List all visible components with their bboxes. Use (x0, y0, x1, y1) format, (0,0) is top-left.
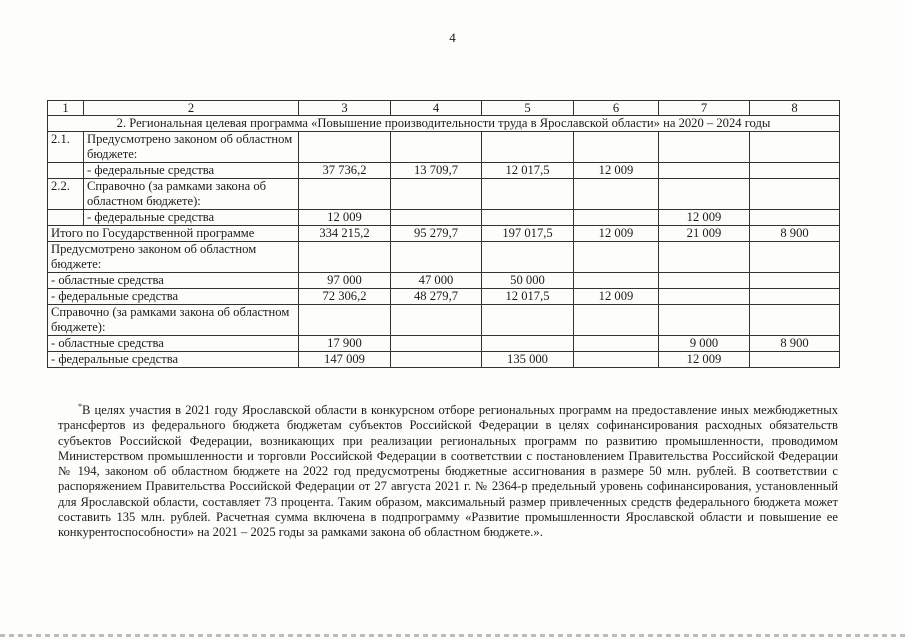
table-row (48, 163, 840, 179)
table-row (48, 179, 840, 210)
row-number: 2.1. (48, 132, 84, 163)
cell-value (574, 242, 659, 273)
row-number: 2.2. (48, 179, 84, 210)
cell-value: 12 009 (659, 352, 750, 368)
cell-value: 95 279,7 (391, 226, 482, 242)
cell-value: 48 279,7 (391, 289, 482, 305)
cell-value (750, 163, 840, 179)
cell-value (391, 305, 482, 336)
column-number-header: 5 (482, 101, 574, 116)
cell-value (659, 289, 750, 305)
cell-value: 12 017,5 (482, 163, 574, 179)
column-number-header: 1 (48, 101, 84, 116)
cell-value (750, 273, 840, 289)
row-label: Справочно (за рамками закона об областном бюджете): (48, 305, 299, 336)
cell-value (659, 132, 750, 163)
table-row (48, 336, 840, 352)
row-label: Справочно (за рамками закона об областном бюджете): (84, 179, 299, 210)
footnote-text: В целях участия в 2021 году Ярославской области в конкурсном отборе региональных программ на предоставление иных межбюджетных трансфертов из федерального бюджета бюджетам субъектов Российской Федерации в целях софинансирования расходных обязательств субъектов Российской Федерации, возникающих при реализации региональных программ по развитию промышленности, проводимом Министерством промышленности и торговли Российской Федерации в соответствии с постановлением Правительства Российской Федерации № 194, законом об областном бюджете на 2022 год предусмотрены бюджетные ассигнования в размере 50 млн. рублей. В соответствии с распоряжением Правительства Российской Федерации от 27 августа 2021 г. № 2364-р предельный уровень софинансирования, установленный для Ярославской области, составляет 73 процента. Таким образом, максимальный размер привлеченных средств федерального бюджета может составить 135 млн. рублей. Расчетная сумма включена в подпрограмму «Развитие промышленности Ярославской области и повышение ее конкурентоспособности» на 2021 – 2025 годы за рамками закона об областном бюджете.». (58, 403, 838, 540)
cell-value (299, 132, 391, 163)
cell-value (750, 352, 840, 368)
table-row (48, 210, 840, 226)
cell-value: 12 009 (574, 163, 659, 179)
row-label: - федеральные средства (48, 352, 299, 368)
table-row (48, 305, 840, 336)
cell-value: 97 000 (299, 273, 391, 289)
cell-value: 8 900 (750, 336, 840, 352)
cell-value: 50 000 (482, 273, 574, 289)
page-number: 4 (449, 30, 456, 45)
cell-value (574, 305, 659, 336)
cell-value (750, 179, 840, 210)
cell-value (299, 179, 391, 210)
cell-value (750, 305, 840, 336)
cell-value: 21 009 (659, 226, 750, 242)
cell-value: 12 009 (574, 226, 659, 242)
cell-value (750, 132, 840, 163)
table-row (48, 242, 840, 273)
row-label: - областные средства (48, 273, 299, 289)
table-header-row (48, 101, 840, 116)
cell-value: 12 009 (574, 289, 659, 305)
cell-value (574, 132, 659, 163)
cell-value (659, 242, 750, 273)
row-label: - федеральные средства (84, 163, 299, 179)
cell-value: 12 009 (299, 210, 391, 226)
cell-value (659, 163, 750, 179)
column-number-header: 7 (659, 101, 750, 116)
row-label: Итого по Государственной программе (48, 226, 299, 242)
scan-edge-artifact (0, 634, 905, 637)
table-row (48, 226, 840, 242)
table-row (48, 273, 840, 289)
cell-value (391, 242, 482, 273)
cell-value: 17 900 (299, 336, 391, 352)
cell-value (482, 242, 574, 273)
cell-value: 9 000 (659, 336, 750, 352)
column-number-header: 8 (750, 101, 840, 116)
cell-value: 12 017,5 (482, 289, 574, 305)
cell-value (574, 273, 659, 289)
cell-value (482, 210, 574, 226)
row-label: - федеральные средства (84, 210, 299, 226)
cell-value (391, 352, 482, 368)
cell-value: 13 709,7 (391, 163, 482, 179)
cell-value: 47 000 (391, 273, 482, 289)
row-label: - федеральные средства (48, 289, 299, 305)
cell-value (659, 273, 750, 289)
cell-value: 72 306,2 (299, 289, 391, 305)
cell-value: 334 215,2 (299, 226, 391, 242)
cell-value: 197 017,5 (482, 226, 574, 242)
cell-value: 8 900 (750, 226, 840, 242)
cell-value (299, 305, 391, 336)
cell-value (574, 210, 659, 226)
cell-value (574, 352, 659, 368)
cell-value (574, 179, 659, 210)
table-row (48, 289, 840, 305)
row-label: Предусмотрено законом об областном бюджете: (48, 242, 299, 273)
cell-value (299, 242, 391, 273)
cell-value (391, 179, 482, 210)
section-title: 2. Региональная целевая программа «Повышение производительности труда в Ярославской области» на 2020 – 2024 годы (48, 116, 840, 132)
row-number (48, 163, 84, 179)
row-label: - областные средства (48, 336, 299, 352)
column-number-header: 4 (391, 101, 482, 116)
column-number-header: 3 (299, 101, 391, 116)
cell-value (659, 305, 750, 336)
cell-value (391, 210, 482, 226)
column-number-header: 2 (84, 101, 299, 116)
section-title-row (48, 116, 840, 132)
cell-value (391, 132, 482, 163)
cell-value (482, 336, 574, 352)
table-row (48, 352, 840, 368)
cell-value: 12 009 (659, 210, 750, 226)
cell-value (750, 289, 840, 305)
cell-value (750, 242, 840, 273)
budget-table (47, 100, 840, 368)
table-row (48, 132, 840, 163)
footnote-marker: * (78, 401, 82, 411)
row-label: Предусмотрено законом об областном бюджете: (84, 132, 299, 163)
column-number-header: 6 (574, 101, 659, 116)
cell-value (750, 210, 840, 226)
footnote (58, 403, 838, 541)
cell-value: 135 000 (482, 352, 574, 368)
cell-value (659, 179, 750, 210)
cell-value (482, 132, 574, 163)
cell-value (482, 305, 574, 336)
cell-value (391, 336, 482, 352)
cell-value (574, 336, 659, 352)
cell-value: 37 736,2 (299, 163, 391, 179)
cell-value (482, 179, 574, 210)
cell-value: 147 009 (299, 352, 391, 368)
row-number (48, 210, 84, 226)
